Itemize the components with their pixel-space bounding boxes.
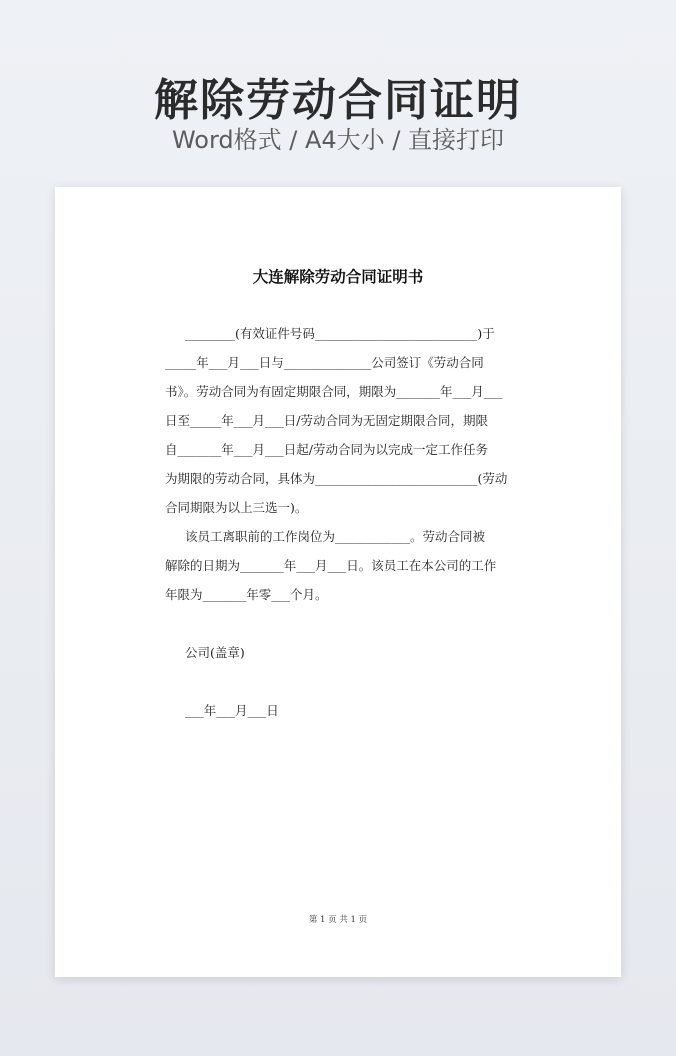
body-line: 自_______年___月___日起/劳动合同为以完成一定工作任务 [165,442,488,457]
body-line: 为期限的劳动合同，具体为__________________________(劳动 [165,471,508,486]
document-page [55,187,621,977]
page-number-footer: 第 1 页 共 1 页 [308,915,368,925]
body-line: ________(有效证件号码__________________________)于 [185,326,495,341]
body-line: 解除的日期为_______年___月___日。该员工在本公司的工作 [165,558,497,573]
document-title: 大连解除劳动合同证明书 [252,267,424,286]
company-seal-label: 公司(盖章) [185,645,245,660]
banner-subtitle: Word格式 / A4大小 / 直接打印 [171,126,505,154]
body-line: 日至_____年___月___日/劳动合同为无固定期限合同，期限 [165,413,488,428]
body-line: 合同期限为以上三选一)。 [165,500,308,515]
document-body [165,319,530,725]
body-line: 该员工离职前的工作岗位为____________。劳动合同被 [185,529,486,544]
body-line: 年限为_______年零___个月。 [165,587,328,602]
banner-title: 解除劳动合同证明 [154,75,522,126]
signature-date-line: ___年___月___日 [185,703,279,718]
body-line: _____年___月___日与______________公司签订《劳动合同 [165,355,484,370]
body-line: 书》。劳动合同为有固定期限合同，期限为_______年___月___ [165,384,503,399]
